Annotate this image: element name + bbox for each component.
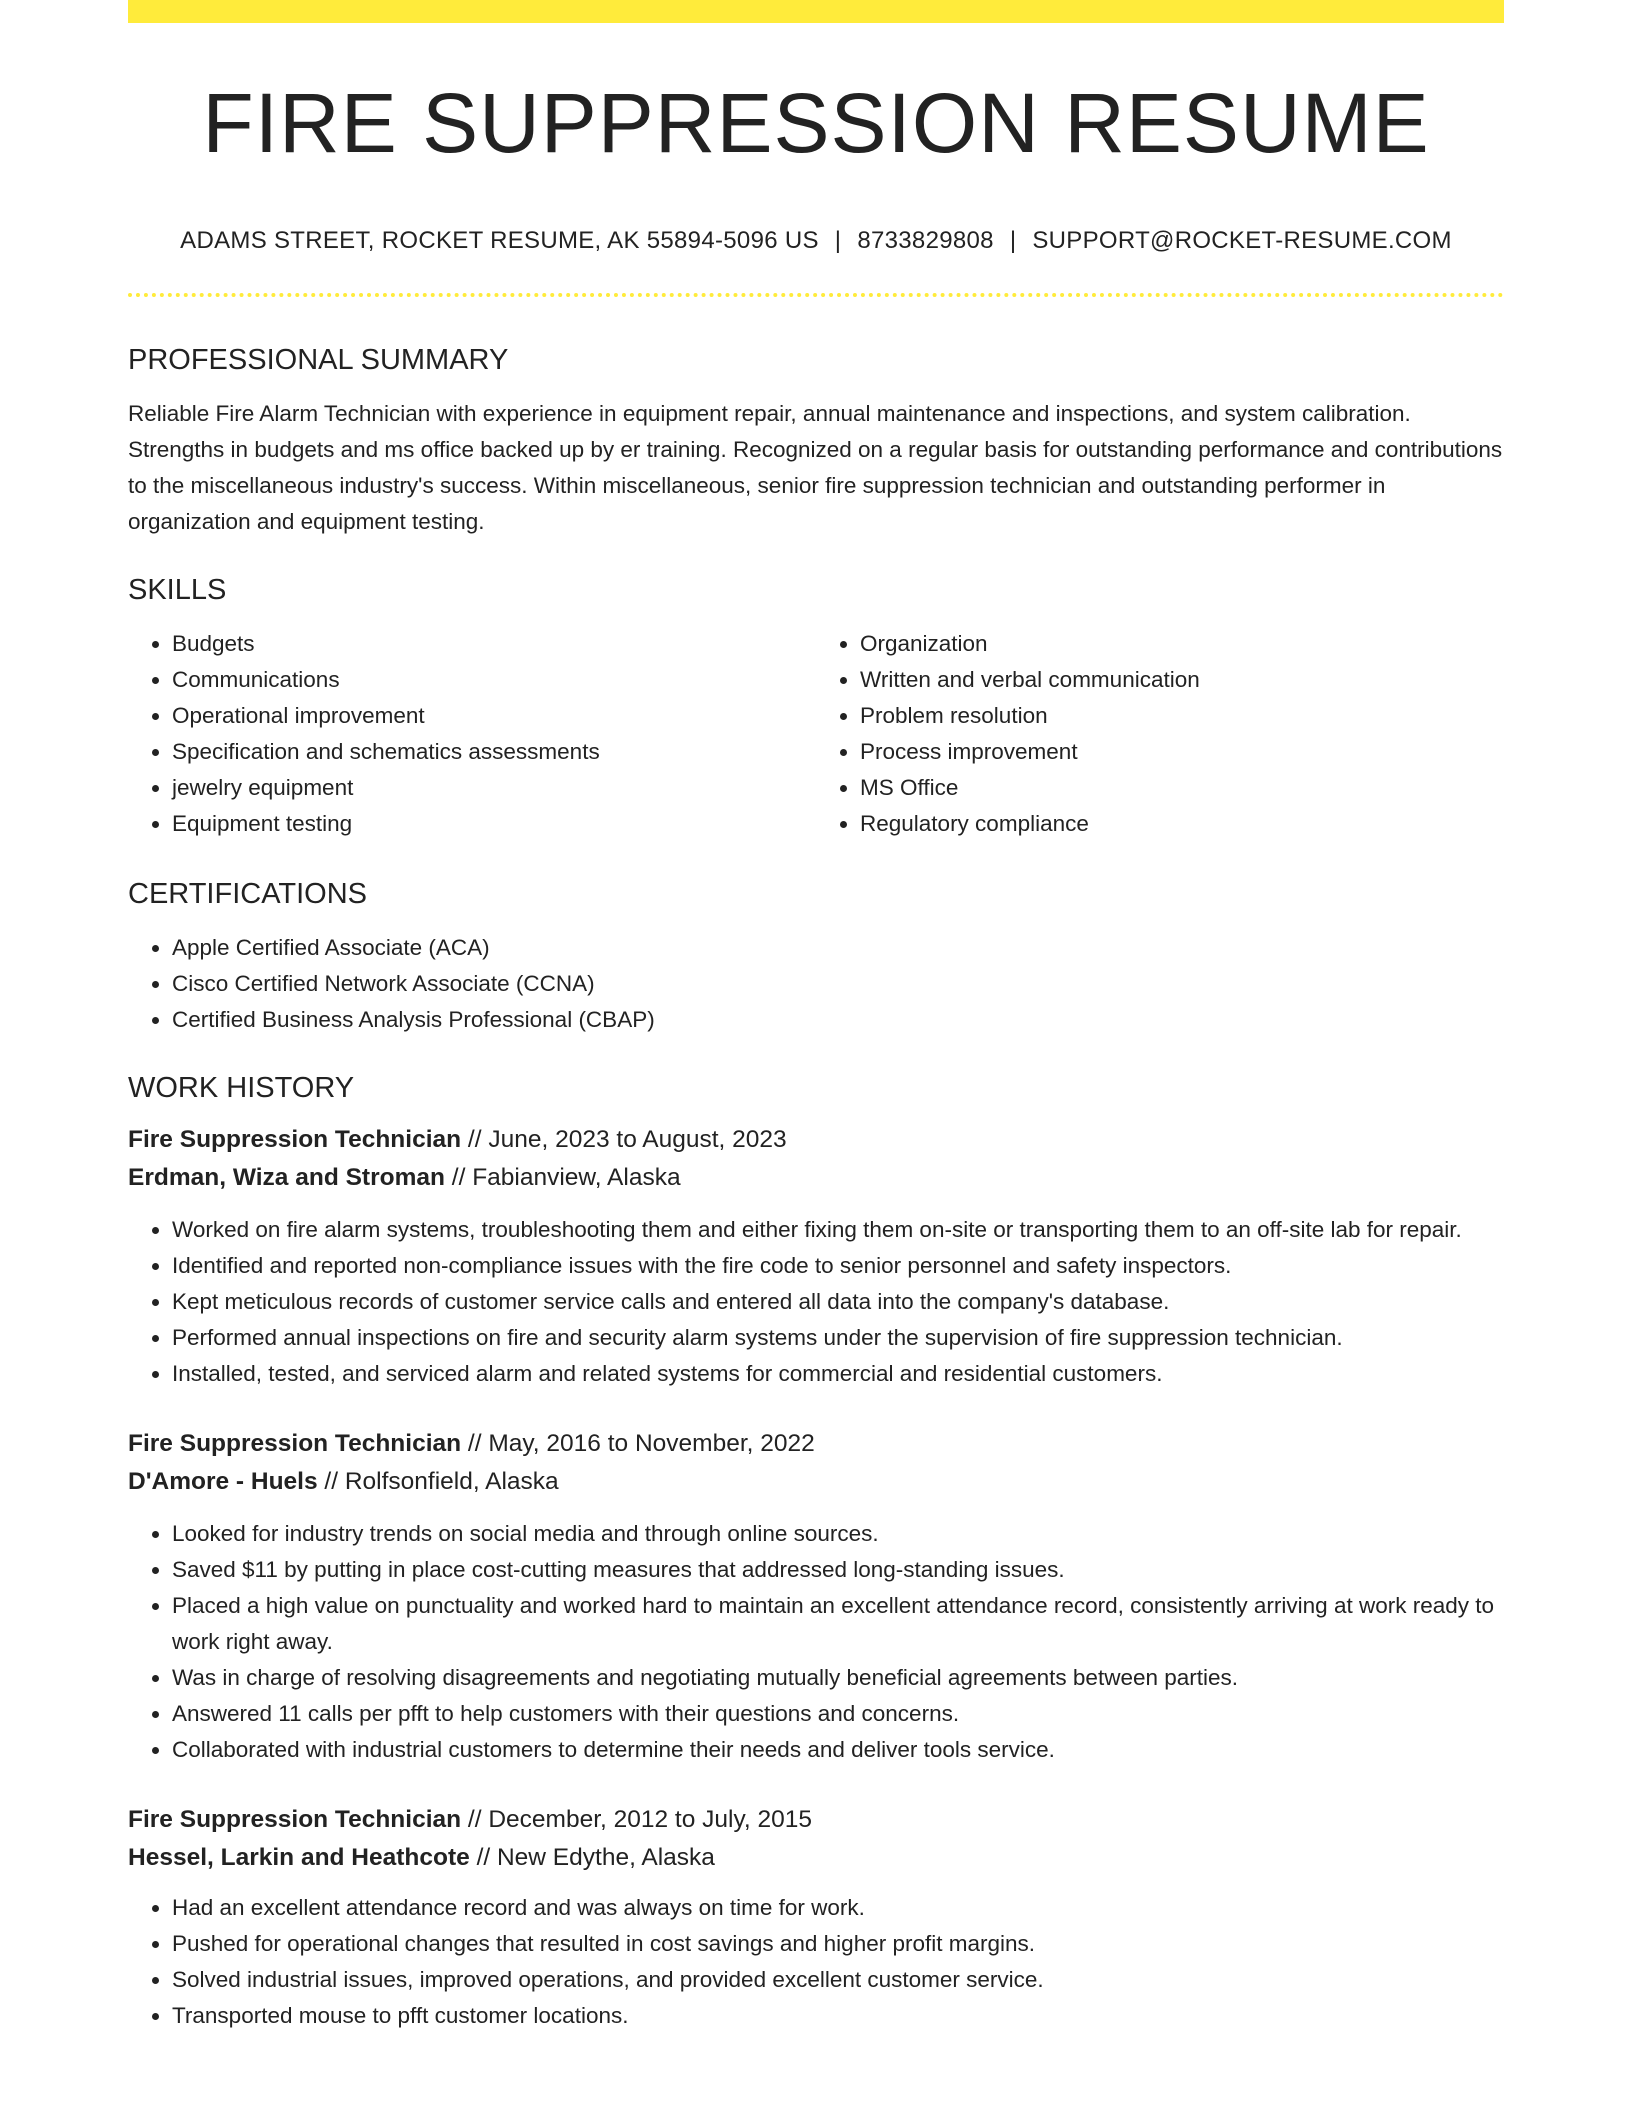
- job-bullet: • Worked on fire alarm systems, troubleshooting them and either fixing them on-site or transporting them to an off-site lab for repair.: [172, 1212, 1504, 1248]
- contact-address: ADAMS STREET, ROCKET RESUME, AK 55894-5096 US: [180, 227, 819, 254]
- job-location: // Fabianview, Alaska: [444, 1164, 681, 1191]
- skill-item: • Budgets: [172, 626, 816, 662]
- skill-item: • MS Office: [860, 770, 1504, 806]
- job-title-line: [128, 1121, 1504, 1159]
- resume-title: FIRE SUPPRESSION RESUME: [202, 76, 1430, 170]
- job-company: Hessel, Larkin and Heathcote: [128, 1844, 470, 1871]
- skills-list-right: [816, 626, 1504, 842]
- contact-separator: |: [1009, 227, 1017, 254]
- work-history-heading: WORK HISTORY: [128, 1072, 355, 1104]
- skill-item: • Written and verbal communication: [860, 662, 1504, 698]
- top-accent-bar: [128, 0, 1504, 23]
- job-company: Erdman, Wiza and Stroman: [128, 1164, 445, 1191]
- job-bullet: • Collaborated with industrial customers to determine their needs and deliver tools service.: [172, 1732, 1504, 1768]
- job-dates: // June, 2023 to August, 2023: [461, 1126, 787, 1153]
- job-bullets: [128, 1516, 1504, 1768]
- job-bullet: • Identified and reported non-compliance issues with the fire code to senior personnel and safety inspectors.: [172, 1248, 1504, 1284]
- job-title-line: [128, 1425, 1504, 1463]
- dotted-divider: [128, 293, 1504, 297]
- skill-item: • jewelry equipment: [172, 770, 816, 806]
- certifications-list: [128, 930, 1504, 1038]
- summary-heading: PROFESSIONAL SUMMARY: [128, 344, 509, 376]
- job-entry: [128, 1801, 1504, 2034]
- job-title: Fire Suppression Technician: [128, 1430, 462, 1457]
- job-company-line: [128, 1159, 1504, 1197]
- skill-item: • Regulatory compliance: [860, 806, 1504, 842]
- contact-email: SUPPORT@ROCKET-RESUME.COM: [1032, 227, 1452, 254]
- summary-text: Reliable Fire Alarm Technician with experience in equipment repair, annual maintenance and inspections, and system calibration. Strengths in budgets and ms office backed up by er training. Recognized on a regular basis for outstanding performance and contributions to the miscellaneous industry's success. Within miscellaneous, senior fire suppression technician and outstanding performer in organization and equipment testing.: [128, 401, 1503, 534]
- job-entry: [128, 1121, 1504, 1392]
- job-bullet: • Performed annual inspections on fire and security alarm systems under the supervision of fire suppression technician.: [172, 1320, 1504, 1356]
- contact-phone: 8733829808: [857, 227, 994, 254]
- skill-item: • Problem resolution: [860, 698, 1504, 734]
- skills-heading: SKILLS: [128, 574, 227, 606]
- skill-item: • Process improvement: [860, 734, 1504, 770]
- job-company: D'Amore - Huels: [128, 1468, 318, 1495]
- certification-item: • Apple Certified Associate (ACA): [172, 930, 1504, 966]
- job-dates: // May, 2016 to November, 2022: [461, 1430, 815, 1457]
- skill-item: • Specification and schematics assessments: [172, 734, 816, 770]
- job-location: // Rolfsonfield, Alaska: [317, 1468, 559, 1495]
- job-bullet: • Solved industrial issues, improved operations, and provided excellent customer service.: [172, 1962, 1504, 1998]
- job-bullet: • Pushed for operational changes that resulted in cost savings and higher profit margins.: [172, 1926, 1504, 1962]
- job-bullets: [128, 1212, 1504, 1392]
- job-location: // New Edythe, Alaska: [469, 1844, 715, 1871]
- job-bullets: [128, 1890, 1504, 2034]
- job-bullet: • Answered 11 calls per pfft to help customers with their questions and concerns.: [172, 1696, 1504, 1732]
- job-bullet: • Looked for industry trends on social media and through online sources.: [172, 1516, 1504, 1552]
- skill-item: • Organization: [860, 626, 1504, 662]
- certification-item: • Certified Business Analysis Professional (CBAP): [172, 1002, 1504, 1038]
- contact-line: [128, 229, 1504, 253]
- job-bullet: • Had an excellent attendance record and was always on time for work.: [172, 1890, 1504, 1926]
- job-bullet: • Was in charge of resolving disagreements and negotiating mutually beneficial agreements between parties.: [172, 1660, 1504, 1696]
- contact-separator: |: [834, 227, 842, 254]
- skill-item: • Equipment testing: [172, 806, 816, 842]
- certification-item: • Cisco Certified Network Associate (CCNA): [172, 966, 1504, 1002]
- job-title: Fire Suppression Technician: [128, 1806, 462, 1833]
- job-title-line: [128, 1801, 1504, 1839]
- job-bullet: • Installed, tested, and serviced alarm and related systems for commercial and residential customers.: [172, 1356, 1504, 1392]
- skills-columns: [128, 626, 1504, 842]
- job-bullet: • Transported mouse to pfft customer locations.: [172, 1998, 1504, 2034]
- resume-page: [128, 0, 1504, 2034]
- job-bullet: • Placed a high value on punctuality and worked hard to maintain an excellent attendance record, consistently arriving at work ready to work right away.: [172, 1588, 1504, 1660]
- skill-item: • Operational improvement: [172, 698, 816, 734]
- job-entry: [128, 1425, 1504, 1768]
- job-dates: // December, 2012 to July, 2015: [461, 1806, 813, 1833]
- certifications-heading: CERTIFICATIONS: [128, 878, 367, 910]
- skill-item: • Communications: [172, 662, 816, 698]
- job-bullet: • Kept meticulous records of customer service calls and entered all data into the company's database.: [172, 1284, 1504, 1320]
- skills-list-left: [128, 626, 816, 842]
- job-title: Fire Suppression Technician: [128, 1126, 462, 1153]
- job-company-line: [128, 1839, 1504, 1877]
- job-company-line: [128, 1463, 1504, 1501]
- job-bullet: • Saved $11 by putting in place cost-cutting measures that addressed long-standing issues.: [172, 1552, 1504, 1588]
